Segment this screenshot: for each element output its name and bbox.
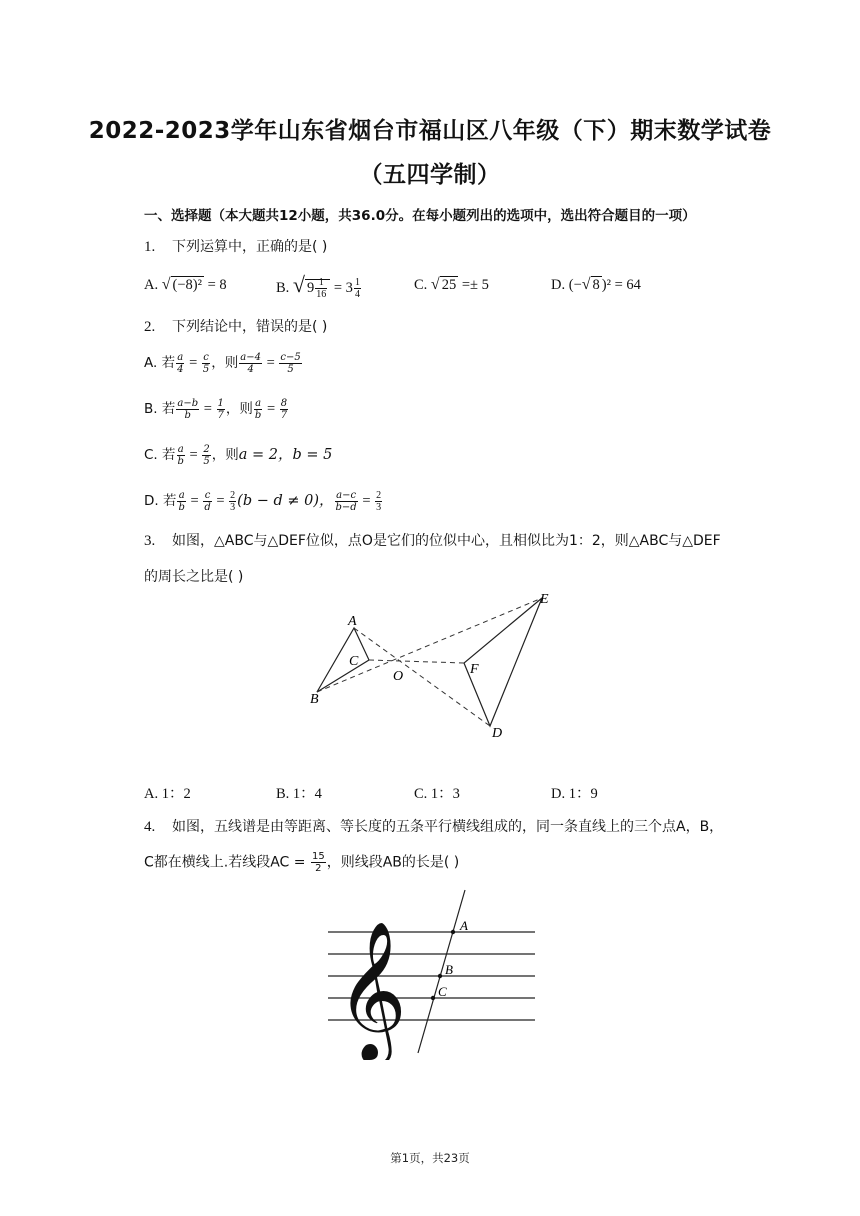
q3-option-b: B. 1：4 — [276, 786, 322, 802]
point-c — [431, 996, 435, 1000]
page-footer: 第1页，共23页 — [390, 1151, 470, 1165]
exam-title: 2022-2023学年山东省烟台市福山区八年级（下）期末数学试卷 — [88, 118, 772, 144]
label-a: A — [348, 614, 357, 629]
q3-option-d: D. 1：9 — [551, 786, 598, 802]
question-2 — [144, 316, 327, 336]
label-o: O — [393, 669, 404, 684]
label-e: E — [540, 592, 549, 607]
question-3-line2: 的周长之比是( ) — [144, 569, 244, 585]
question-3 — [144, 530, 721, 550]
question-stem: 如图，△ABC与△DEF位似，点O是它们的位似中心，且相似比为1：2，则△ABC与△DEF — [172, 533, 721, 549]
question-number: 2. — [144, 319, 156, 335]
q1-option-a: A. √ (−8)² = 8 — [144, 276, 227, 293]
line-be — [317, 598, 542, 692]
section-heading: 一、选择题（本大题共12小题，共36.0分。在每小题列出的选项中，选出符合题目的一项） — [144, 208, 696, 224]
q1-option-b: B. √ 9 $\frac{1}{16}$ = 3 $\frac{1}{4}$ — [276, 272, 360, 301]
label-c: C — [349, 654, 359, 669]
q2-option-b: B. 若 $\frac{a-b}{b}$ = $\frac{1}{7}$ ，则 $\frac{a}{b}$ = $\frac{8}{7}$ — [144, 398, 288, 422]
question-1 — [144, 236, 327, 256]
point-a — [451, 930, 455, 934]
exam-subtitle: （五四学制） — [359, 162, 501, 188]
q3-option-a: A. 1：2 — [144, 786, 191, 802]
q2-option-c: C. 若 $\frac{a}{b}$ = $\frac{2}{5}$ ，则a = 2，b = 5 — [144, 444, 333, 468]
q2-option-d: D. 若 $\frac{a}{b}$ = $\frac{c}{d}$ = $\frac{2}{3}$ (b − d ≠ 0)， $\frac{a-c}{b-d}$ = $\frac{2}{3}$ — [144, 490, 382, 514]
treble-clef-icon: 𝄞 — [336, 921, 407, 1060]
question-number: 4. — [144, 819, 156, 835]
question-number: 3. — [144, 533, 156, 549]
line-cf — [369, 660, 464, 663]
question-stem: 下列结论中，错误的是( ) — [172, 319, 328, 335]
triangle-abc — [317, 628, 369, 692]
slanted-line — [418, 890, 465, 1053]
question-stem: 如图，五线谱是由等距离、等长度的五条平行横线组成的，同一条直线上的三个点A，B， — [172, 819, 724, 835]
question-4 — [144, 816, 723, 836]
q1-option-d: D. (−√ 8 )² = 64 — [551, 276, 641, 293]
point-b — [438, 974, 442, 978]
label-c: C — [438, 984, 447, 999]
label-d: D — [492, 726, 503, 741]
homothety-figure — [300, 585, 570, 745]
q1-option-c: C. √ 25 =± 5 — [414, 276, 489, 293]
q2-option-a: A. 若 $\frac{a}{4}$ = $\frac{c}{5}$ ，则 $\frac{a-4}{4}$ = $\frac{c-5}{5}$ — [144, 352, 301, 376]
label-a: A — [460, 918, 468, 933]
staff-figure — [320, 885, 550, 1060]
question-number: 1. — [144, 239, 156, 255]
q3-option-c: C. 1：3 — [414, 786, 460, 802]
label-f: F — [470, 662, 479, 677]
label-b: B — [445, 962, 453, 977]
question-4-line2: C都在横线上.若线段AC = $\frac{15}{2}$ ，则线段AB的长是( ) — [144, 851, 460, 874]
question-stem: 下列运算中，正确的是( ) — [172, 239, 328, 255]
label-b: B — [310, 692, 319, 707]
